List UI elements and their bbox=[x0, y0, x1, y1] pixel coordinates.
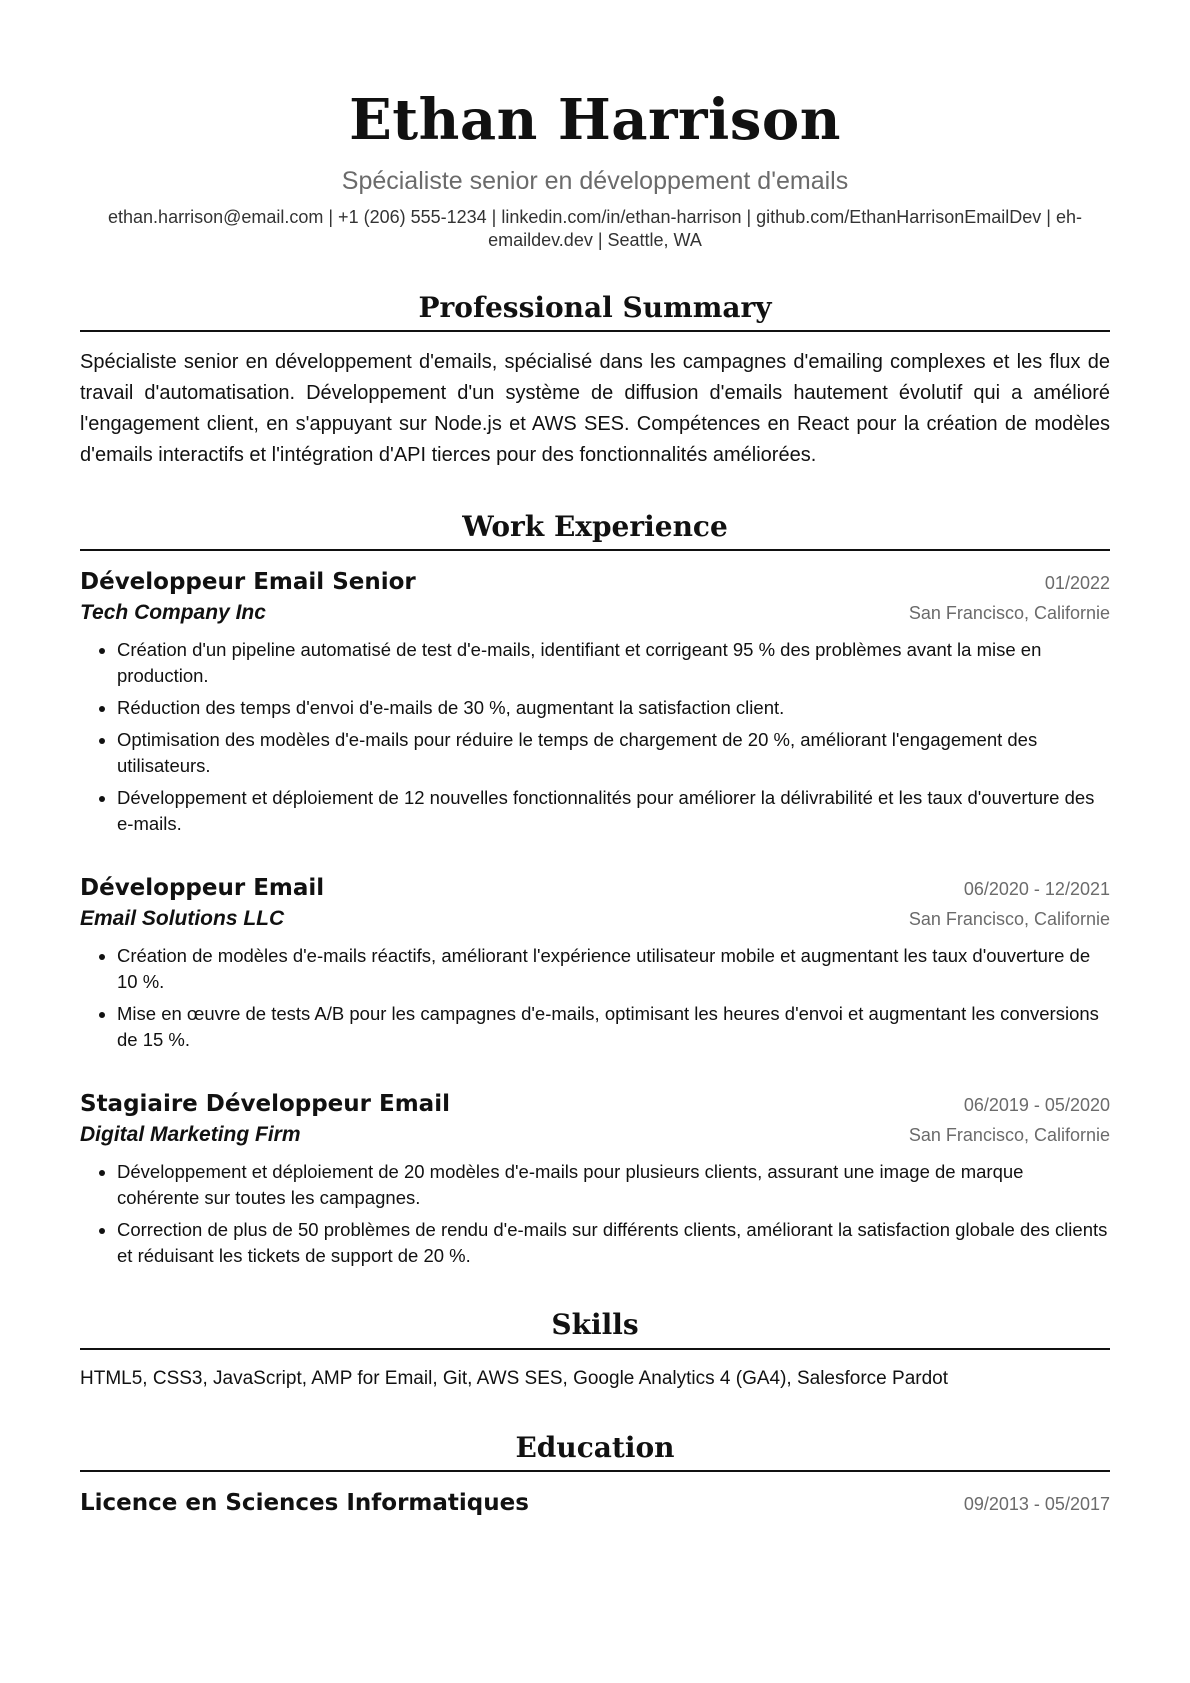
job-dates: 06/2019 - 05/2020 bbox=[963, 1095, 1110, 1116]
summary-heading: Professional Summary bbox=[80, 292, 1110, 332]
job-entry bbox=[80, 875, 1110, 1053]
job-bullet: • Réduction des temps d'envoi d'e-mails de 30 %, augmentant la satisfaction client. bbox=[117, 695, 1110, 721]
job-bullet: • Optimisation des modèles d'e-mails pour réduire le temps de chargement de 20 %, améliorant l'engagement des utilisateurs. bbox=[117, 727, 1110, 779]
job-title: Développeur Email Senior bbox=[80, 569, 416, 596]
job-bullet: • Développement et déploiement de 20 modèles d'e-mails pour plusieurs clients, assurant une image de marque cohérente sur toutes les campagnes. bbox=[117, 1159, 1110, 1211]
summary-text: Spécialiste senior en développement d'emails, spécialisé dans les campagnes d'emailing complexes et les flux de travail d'automatisation. Développement d'un système de diffusion d'emails hautement évolutif qui a amélioré l'engagement client, en s'appuyant sur Node.js et AWS SES. Compétences en React pour la création de modèles d'emails interactifs et l'intégration d'API tierces pour des fonctionnalités améliorées. bbox=[80, 351, 1110, 467]
degree-title: Licence en Sciences Informatiques bbox=[80, 1489, 529, 1516]
education-heading: Education bbox=[80, 1432, 1110, 1472]
job-bullet: • Correction de plus de 50 problèmes de rendu d'e-mails sur différents clients, améliorant la satisfaction globale des clients et réduisant les tickets de support de 20 %. bbox=[117, 1217, 1110, 1269]
job-location: San Francisco, Californie bbox=[908, 1125, 1110, 1146]
experience-section bbox=[80, 511, 1110, 1269]
education-section bbox=[80, 1432, 1110, 1516]
job-title: Développeur Email bbox=[80, 875, 325, 902]
candidate-headline: Spécialiste senior en développement d'emails bbox=[341, 167, 849, 195]
job-bullet: • Développement et déploiement de 12 nouvelles fonctionnalités pour améliorer la délivrabilité et les taux d'ouverture des e-mails. bbox=[117, 785, 1110, 837]
job-bullets bbox=[80, 943, 1110, 1053]
experience-heading: Work Experience bbox=[80, 511, 1110, 551]
skills-heading: Skills bbox=[80, 1309, 1110, 1349]
job-bullet: • Mise en œuvre de tests A/B pour les campagnes d'e-mails, optimisant les heures d'envoi et augmentant les conversions de 15 %. bbox=[117, 1001, 1110, 1053]
contact-line: ethan.harrison@email.com | +1 (206) 555-1234 | linkedin.com/in/ethan-harrison | github.com/EthanHarrisonEmailDev | eh-emaildev.dev | Seattle, WA bbox=[108, 207, 1082, 250]
job-entry bbox=[80, 569, 1110, 837]
skills-list: HTML5, CSS3, JavaScript, AMP for Email, Git, AWS SES, Google Analytics 4 (GA4), Salesforce Pardot bbox=[80, 1367, 948, 1389]
job-location: San Francisco, Californie bbox=[908, 603, 1110, 624]
job-dates: 06/2020 - 12/2021 bbox=[963, 879, 1110, 900]
skills-section bbox=[80, 1309, 1110, 1391]
job-bullet: • Création d'un pipeline automatisé de test d'e-mails, identifiant et corrigeant 95 % des problèmes avant la mise en production. bbox=[117, 637, 1110, 689]
education-entry bbox=[80, 1490, 1110, 1516]
job-location: San Francisco, Californie bbox=[908, 909, 1110, 930]
company-name: Tech Company Inc bbox=[80, 601, 266, 625]
job-bullets bbox=[80, 1159, 1110, 1269]
job-title: Stagiaire Développeur Email bbox=[80, 1091, 450, 1118]
job-bullets bbox=[80, 637, 1110, 837]
summary-section bbox=[80, 292, 1110, 471]
company-name: Email Solutions LLC bbox=[80, 907, 285, 931]
company-name: Digital Marketing Firm bbox=[80, 1123, 301, 1147]
candidate-name: Ethan Harrison bbox=[349, 87, 841, 153]
education-dates: 09/2013 - 05/2017 bbox=[963, 1493, 1110, 1514]
job-entry bbox=[80, 1091, 1110, 1269]
job-dates: 01/2022 bbox=[1044, 573, 1110, 594]
job-bullet: • Création de modèles d'e-mails réactifs, améliorant l'expérience utilisateur mobile et augmentant les taux d'ouverture de 10 %. bbox=[117, 943, 1110, 995]
